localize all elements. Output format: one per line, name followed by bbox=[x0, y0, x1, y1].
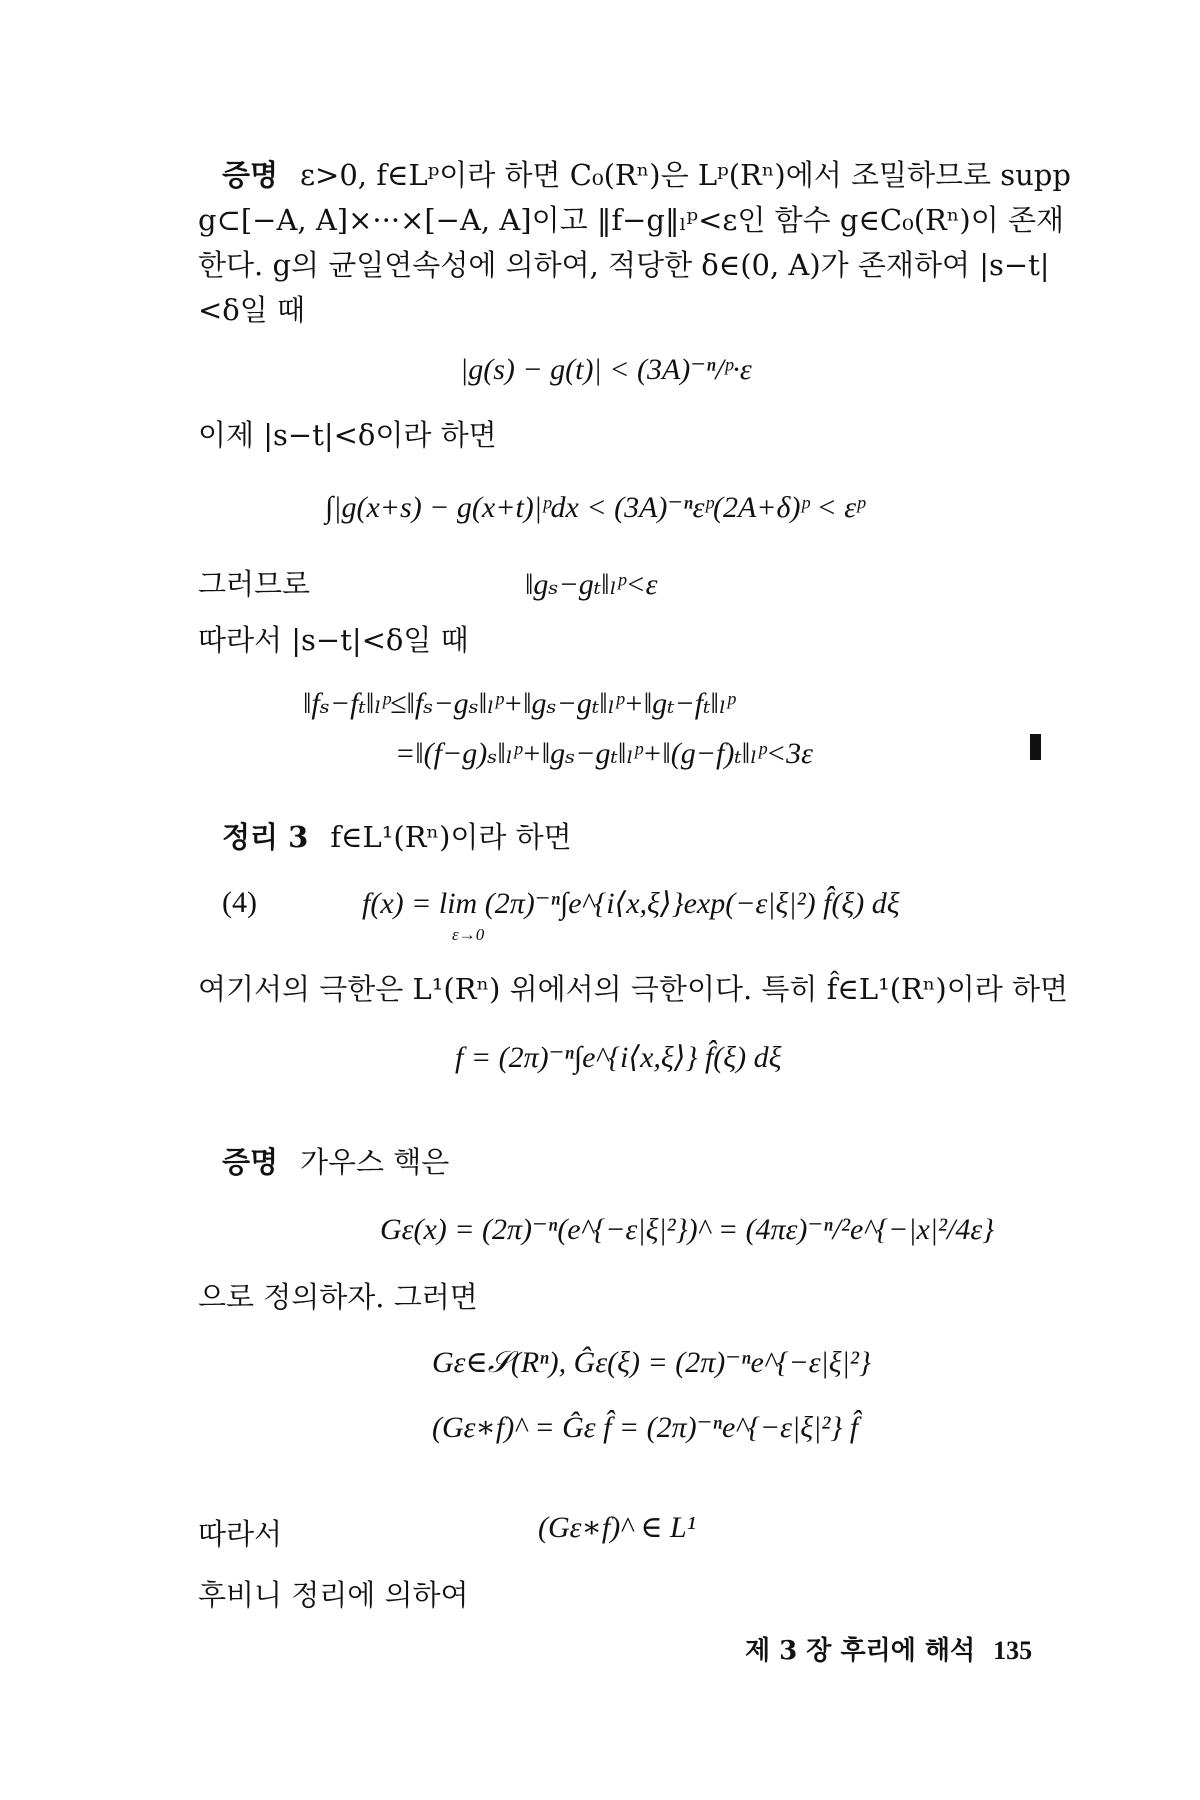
page-footer bbox=[745, 1630, 1032, 1667]
equation-gauss-schwartz: Gε∈𝒮(Rⁿ), Ĝε(ξ) = (2π)⁻ⁿe^{−ε|ξ|²} bbox=[432, 1346, 871, 1379]
proof1-line7: 따라서 |s−t|<δ일 때 bbox=[198, 623, 469, 657]
proof2-label: 증명 bbox=[222, 1145, 279, 1179]
chapter-title: 제 3 장 후리에 해석 bbox=[745, 1636, 976, 1666]
proof2-line2: 으로 정의하자. 그러면 bbox=[198, 1280, 478, 1314]
page-number: 135 bbox=[993, 1636, 1033, 1665]
proof1-line3: 한다. g의 균일연속성에 의하여, 적당한 δ∈(0, A)가 존재하여 |s−t| bbox=[198, 248, 1050, 282]
proof1-line6: 그러므로 bbox=[198, 567, 311, 601]
proof1-line5: 이제 |s−t|<δ이라 하면 bbox=[198, 418, 497, 452]
proof2-line4: 후비니 정리에 의하여 bbox=[198, 1578, 469, 1612]
proof2-line1 bbox=[222, 1145, 449, 1180]
proof-label: 증명 bbox=[222, 158, 279, 192]
equation-triangle-2: =‖(f−g)ₛ‖ₗᵖ+‖gₛ−gₜ‖ₗᵖ+‖(g−f)ₜ‖ₗᵖ<3ε bbox=[395, 737, 813, 770]
equation-uniform-continuity: |g(s) − g(t)| < (3A)⁻ⁿ/ᵖ·ε bbox=[460, 353, 752, 386]
equation-integral-bound: ∫|g(x+s) − g(x+t)|ᵖdx < (3A)⁻ⁿεᵖ(2A+δ)ᵖ < εᵖ bbox=[325, 491, 865, 524]
proof1-line2: g⊂[−A, A]×···×[−A, A]이고 ‖f−g‖ₗᵖ<ε인 함수 g∈C₀(Rⁿ)이 존재 bbox=[198, 203, 1065, 237]
equation-inversion: f = (2π)⁻ⁿ∫e^{i⟨x,ξ⟩} f̂(ξ) dξ bbox=[455, 1041, 782, 1074]
equation-convolution-transform: (Gε∗f)^ = Ĝε f̂ = (2π)⁻ⁿe^{−ε|ξ|²} f̂ bbox=[432, 1411, 859, 1444]
equation-gauss-kernel: Gε(x) = (2π)⁻ⁿ(e^{−ε|ξ|²})^ = (4πε)⁻ⁿ/²e^{−|x|²/4ε} bbox=[380, 1213, 995, 1246]
equation-triangle-1: ‖fₛ−fₜ‖ₗᵖ≤‖fₛ−gₛ‖ₗᵖ+‖gₛ−gₜ‖ₗᵖ+‖gₜ−fₜ‖ₗᵖ bbox=[303, 687, 735, 720]
equation-norm-g: ‖gₛ−gₜ‖ₗᵖ<ε bbox=[525, 568, 658, 601]
proof1-text-1: ε>0, f∈Lᵖ이라 하면 C₀(Rⁿ)은 Lᵖ(Rⁿ)에서 조밀하므로 supp bbox=[300, 158, 1071, 192]
equation-convolution-l1: (Gε∗f)^ ∈ L¹ bbox=[538, 1511, 696, 1544]
proof2-text-1: 가우스 핵은 bbox=[300, 1145, 450, 1179]
proof1-line4: <δ일 때 bbox=[198, 293, 306, 327]
equation-limit-sub: ε→0 bbox=[452, 925, 485, 944]
proof1-line1 bbox=[222, 158, 1071, 193]
qed-mark bbox=[1030, 734, 1041, 760]
theorem-statement: f∈L¹(Rⁿ)이라 하면 bbox=[330, 820, 572, 854]
theorem-line2: 여기서의 극한은 L¹(Rⁿ) 위에서의 극한이다. 특히 f̂∈L¹(Rⁿ)이라 하면 bbox=[198, 972, 1069, 1006]
equation-number: (4) bbox=[222, 886, 257, 919]
theorem-label: 정리 3 bbox=[222, 820, 309, 854]
proof2-line3: 따라서 bbox=[198, 1517, 283, 1551]
theorem-line bbox=[222, 820, 572, 855]
equation-limit: f(x) = lim (2π)⁻ⁿ∫e^{i⟨x,ξ⟩}exp(−ε|ξ|²) f̂(ξ) dξ bbox=[362, 887, 900, 920]
